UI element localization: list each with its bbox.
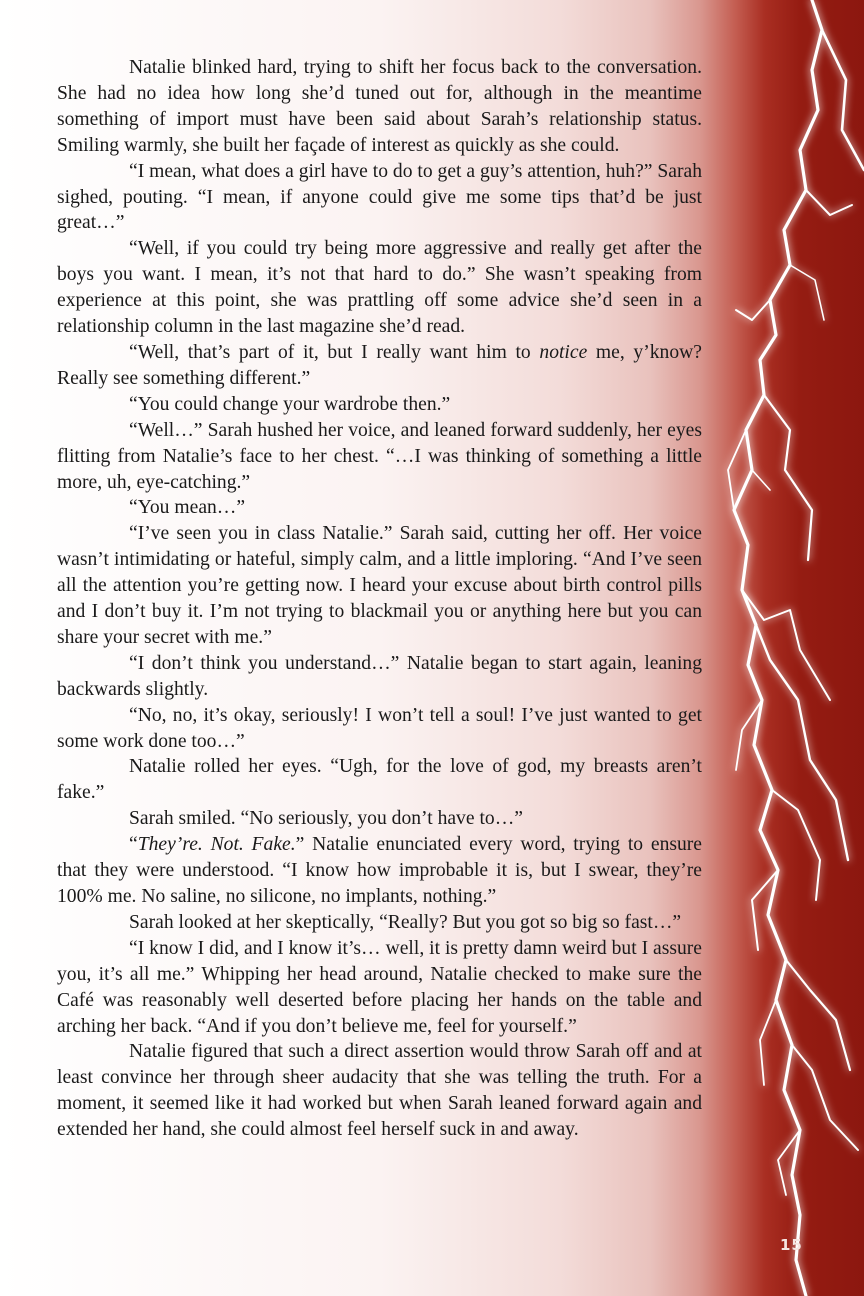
paragraph: Sarah looked at her skeptically, “Really? But you got so big so fast…” (129, 911, 682, 933)
paragraph: “No, no, it’s okay, seriously! I won’t tell a soul! I’ve just wanted to get some work done too…” (57, 704, 702, 752)
paragraph: “I don’t think you understand…” Natalie began to start again, leaning backwards slightly. (57, 652, 702, 700)
paragraph: “I’ve seen you in class Natalie.” Sarah said, cutting her off. Her voice wasn’t intimidating or hateful, simply calm, and a little imploring. “And I’ve seen all the attention you’re getting now. I heard your excuse about birth control pills and I don’t buy it. I’m not trying to blackmail you or anything here but you can share your secret with me.” (57, 523, 702, 648)
paragraph: “You could change your wardrobe then.” (129, 393, 451, 415)
paragraph: “Well…” Sarah hushed her voice, and leaned forward suddenly, her eyes flitting from Natalie’s face to her chest. “…I was thinking of something a little more, uh, eye-catching.” (57, 419, 702, 493)
paragraph: Natalie blinked hard, trying to shift her focus back to the conversation. She had no idea how long she’d tuned out for, although in the meantime something of import must have been said about Sarah’s relationship status. Smiling warmly, she built her façade of interest as quickly as she could. (57, 57, 702, 156)
story-text (57, 55, 702, 1143)
paragraph: “Well, if you could try being more aggressive and really get after the boys you want. I mean, it’s not that hard to do.” She wasn’t speaking from experience at this point, she was prattling off some advice she’d seen in a relationship column in the last magazine she’d read. (57, 238, 702, 338)
emphasis: They’re. Not. Fake. (137, 834, 296, 856)
paragraph: “Well, that’s part of it, but I really want him to notice me, y’know? Really see something different.” (57, 341, 702, 389)
paragraph: “You mean…” (129, 497, 246, 519)
page-number: 15 (780, 1236, 803, 1254)
paragraph: Sarah smiled. “No seriously, you don’t have to…” (129, 808, 523, 830)
paragraph: “They’re. Not. Fake.” Natalie enunciated every word, trying to ensure that they were understood. “I know how improbable it is, but I swear, they’re 100% me. No saline, no silicone, no implants, nothing.” (57, 834, 703, 907)
paragraph: “I know I did, and I know it’s… well, it is pretty damn weird but I assure you, it’s all me.” Whipping her head around, Natalie checked to make sure the Café was reasonably well deserted before placing her hands on the table and arching her back. “And if you don’t believe me, feel for yourself.” (57, 937, 702, 1037)
emphasis: notice (539, 341, 588, 363)
paragraph: Natalie rolled her eyes. “Ugh, for the love of god, my breasts aren’t fake.” (57, 756, 702, 804)
paragraph: Natalie figured that such a direct assertion would throw Sarah off and at least convince her through sheer audacity that she was telling the truth. For a moment, it seemed like it had worked but when Sarah leaned forward again and extended her hand, she could almost feel herself suck in and away. (57, 1041, 702, 1141)
paragraph: “I mean, what does a girl have to do to get a guy’s attention, huh?” Sarah sighed, pouting. “I mean, if anyone could give me some tips that’d be just great…” (57, 160, 702, 234)
